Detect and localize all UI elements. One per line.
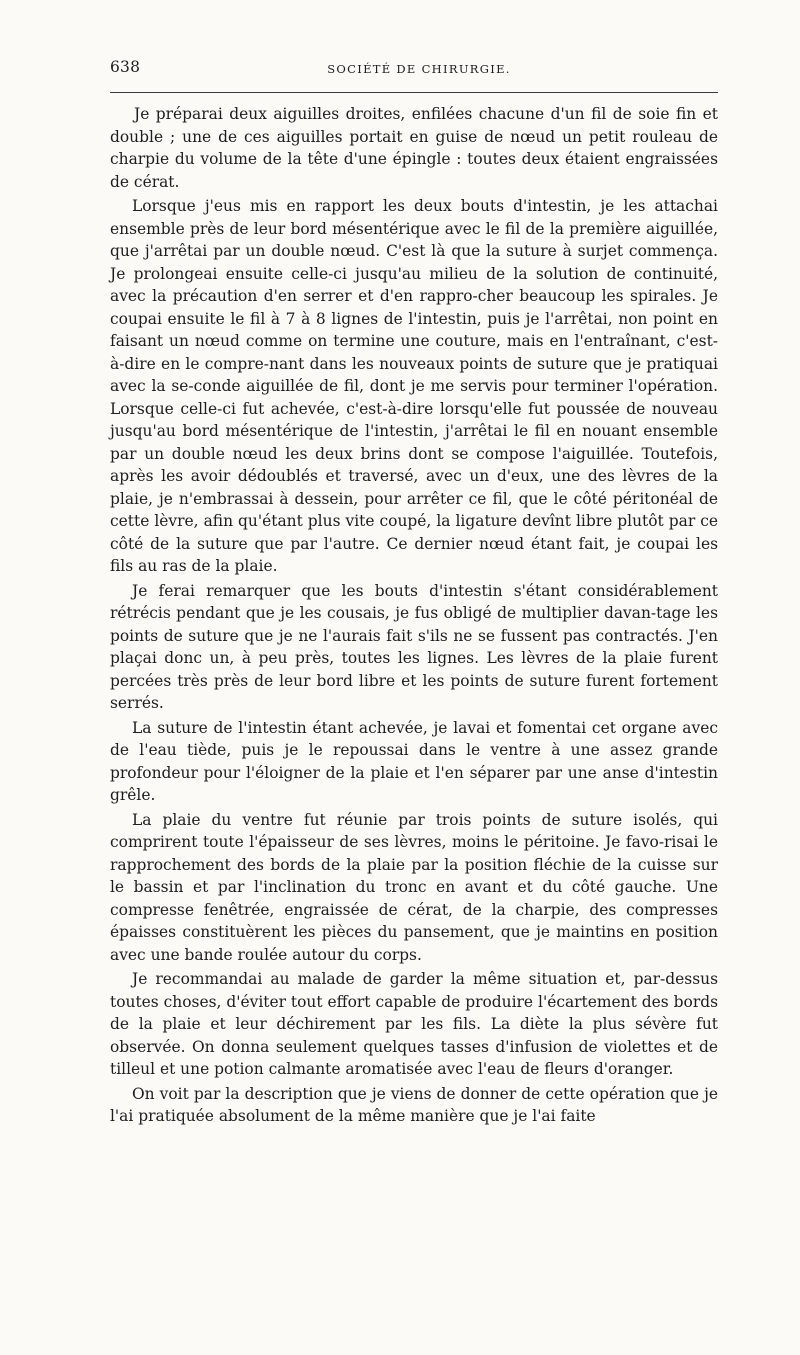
paragraph: Je recommandai au malade de garder la même situation et, par-dessus toutes choses, d'éviter tout effort capable de produire l'écartement des bords de la plaie et leur déchirement par les fils. La diète la plus sévère fut observée. On donna seulement quelques tasses d'infusion de violettes et de tilleul et une potion calmante aromatisée avec l'eau de fleurs d'oranger.	[110, 970, 718, 1078]
paragraph: Je préparai deux aiguilles droites, enfilées chacune d'un fil de soie fin et double ; une de ces aiguilles portait en guise de nœud un petit rouleau de charpie du volume de la tête d'une épingle : toutes deux étaient engraissées de cérat.	[110, 105, 718, 191]
paragraph: Lorsque j'eus mis en rapport les deux bouts d'intestin, je les attachai ensemble près de leur bord mésentérique avec le fil de la première aiguillée, que j'arrêtai par un double nœud. C'est là que la suture à surjet commença. Je prolongeai ensuite celle-ci jusqu'au milieu de la solution de continuité, avec la précaution d'en serrer et d'en rappro-cher beaucoup les spirales. Je coupai ensuite le fil à 7 à 8 lignes de l'intestin, puis je l'arrêtai, non point en faisant un nœud comme on termine une couture, mais en l'entraînant, c'est-à-dire en le compre-nant dans les nouveaux points de suture que je pratiquai avec la se-conde aiguillée de fil, dont je me servis pour terminer l'opération. Lorsque celle-ci fut achevée, c'est-à-dire lorsqu'elle fut poussée de nouveau jusqu'au bord mésentérique de l'intestin, j'arrêtai le fil en nouant ensemble par un double nœud les deux brins dont se compose l'aiguillée. Toutefois, après les avoir dédoublés et traversé, avec un d'eux, une des lèvres de la plaie, je n'embrassai à dessein, pour arrêter ce fil, que le côté péritonéal de cette lèvre, afin qu'étant plus vite coupé, la ligature devînt libre plutôt par ce côté de la suture que par l'autre. Ce dernier nœud étant fait, je coupai les fils au ras de la plaie.	[110, 197, 718, 575]
page-header	[110, 58, 718, 86]
body-text	[110, 103, 718, 1128]
paragraph: La suture de l'intestin étant achevée, je lavai et fomentai cet organe avec de l'eau tiède, puis je le repoussai dans le ventre à une assez grande profondeur pour l'éloigner de la plaie et l'en séparer par une anse d'intestin grêle.	[110, 718, 718, 804]
paragraph: Je ferai remarquer que les bouts d'intestin s'étant considérablement rétrécis pendant que je les cousais, je fus obligé de multiplier davan-tage les points de suture que je ne l'aurais fait s'ils ne se fussent pas contractés. J'en plaçai donc un, à peu près, toutes les lignes. Les lèvres de la plaie furent percées très près de leur bord libre et les points de suture furent fortement serrés.	[110, 581, 718, 712]
paragraph: On voit par la description que je viens de donner de cette opération que je l'ai pratiquée absolument de la même manière que je l'ai faite	[110, 1084, 718, 1125]
page-number: 638	[110, 58, 141, 76]
header-rule	[110, 92, 718, 93]
book-page	[110, 58, 718, 1130]
running-title: SOCIÉTÉ DE CHIRURGIE.	[327, 62, 511, 76]
paragraph: La plaie du ventre fut réunie par trois points de suture isolés, qui comprirent toute l'épaisseur de ses lèvres, moins le péritoine. Je favo-risai le rapprochement des bords de la plaie par la position fléchie de la cuisse sur le bassin et par l'inclination du tronc en avant et du côté gauche. Une compresse fenêtrée, engraissée de cérat, de la charpie, des compresses épaisses constituèrent les pièces du pansement, que je maintins en position avec une bande roulée autour du corps.	[110, 810, 718, 964]
